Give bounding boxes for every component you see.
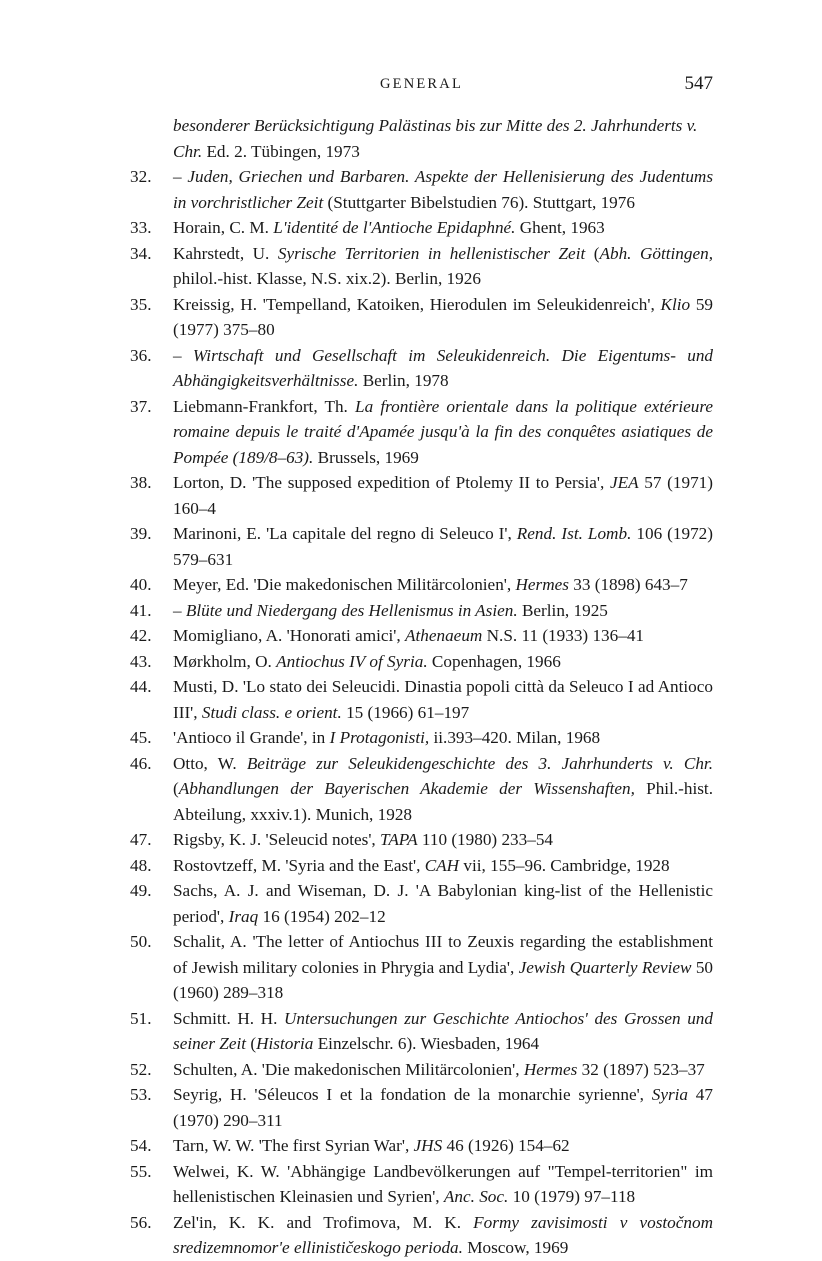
running-head (130, 73, 713, 100)
ref-text: 16 (1954) 202–12 (258, 906, 386, 926)
reference-number: 39. (130, 524, 152, 543)
reference-number: 45. (130, 728, 152, 747)
continued-reference (130, 113, 713, 164)
ref-italic-text: I Protagonisti, (329, 728, 430, 747)
reference-body (173, 1162, 713, 1207)
ref-text: Welwei, K. W. 'Abhängige Landbevölkerungen auf "Tempel-territorien" im hellenistischen Kleinasien und Syrien', (173, 1161, 713, 1206)
ref-italic-text: Jewish Quarterly Review (518, 957, 692, 977)
reference-item (130, 292, 713, 343)
bibliography-list (130, 113, 713, 1261)
ref-italic-text: Studi class. e orient. (201, 702, 342, 722)
reference-item (130, 521, 713, 572)
ref-text: 59 (1977) 375–80 (173, 294, 713, 339)
reference-number: 51. (130, 1008, 152, 1028)
ref-text: Berlin, 1978 (358, 371, 449, 390)
reference-number: 56. (130, 1212, 152, 1232)
ref-italic-text: Anc. Soc. (443, 1187, 509, 1206)
reference-number: 47. (130, 830, 152, 849)
reference-number: 36. (130, 345, 152, 365)
reference-body (173, 167, 713, 212)
ref-text: Brussels, 1969 (313, 447, 419, 467)
reference-body (173, 830, 553, 849)
ref-text: Momigliano, A. 'Honorati amici', (173, 626, 405, 645)
ref-italic-text: JEA (609, 473, 639, 492)
reference-item (130, 878, 713, 929)
ref-text: Schalit, A. 'The letter of Antiochus III to Zeuxis regarding the establishment of Jewish military colonies in Phrygia and Lydia', (173, 932, 713, 977)
ref-text: Liebmann-Frankfort, Th. (173, 396, 356, 416)
reference-number: 55. (130, 1161, 152, 1181)
ref-italic-text: Juden, Griechen und Barbaren. Aspekte der Hellenisierung des Judentums in vorchristlicher Zeit (173, 167, 714, 212)
ref-italic-text: besonderer Berücksichtigung Palästinas bis zur Mitte des 2. Jahrhunderts v. Chr. (173, 116, 698, 161)
reference-body (173, 754, 713, 824)
ref-text: Zel'in, K. K. and Trofimova, M. K. (173, 1212, 474, 1232)
ref-text: 10 (1979) 97–118 (508, 1187, 636, 1206)
reference-body (173, 575, 688, 594)
reference-body (173, 1085, 713, 1130)
reference-number: 37. (130, 396, 152, 416)
ref-text: Sachs, A. J. and Wiseman, D. J. 'A Babylonian king-list of the Hellenistic period', (173, 881, 713, 926)
reference-number: 34. (130, 243, 152, 263)
reference-item (130, 649, 713, 675)
ref-text: Rostovtzeff, M. 'Syria and the East', (173, 855, 425, 875)
ref-italic-text: Blüte und Niedergang des Hellenismus in Asien. (185, 600, 518, 620)
ref-italic-text: Rend. Ist. Lomb. (516, 524, 632, 543)
reference-body (173, 856, 670, 875)
ref-text: N.S. 11 (1933) 136–41 (482, 626, 645, 645)
ref-italic-text: Abhandlungen der Bayerischen Akademie der Wissenshaften, (178, 779, 635, 798)
ref-text: – (173, 345, 193, 365)
ref-italic-text: Klio (660, 294, 691, 314)
reference-body (173, 677, 713, 722)
reference-item (130, 394, 713, 471)
reference-body (173, 1060, 705, 1079)
reference-item (130, 1057, 713, 1083)
ref-text: Seyrig, H. 'Séleucos I et la fondation de la monarchie syrienne', (173, 1085, 652, 1104)
ref-text: 'Antioco il Grande', in (173, 728, 330, 747)
ref-text: Kreissig, H. 'Tempelland, Katoiken, Hierodulen im Seleukidenreich', (173, 294, 661, 314)
reference-number: 33. (130, 218, 152, 237)
ref-italic-text: Formy zavisimosti v vostočnom sredizemnomor'e ellinističeskogo perioda. (173, 1212, 713, 1257)
reference-number: 35. (130, 294, 152, 314)
reference-number: 44. (130, 677, 152, 696)
ref-text: Schulten, A. 'Die makedonischen Militärcolonien', (173, 1059, 524, 1079)
reference-body (173, 881, 713, 926)
reference-item (130, 241, 713, 292)
reference-number: 43. (130, 651, 152, 671)
ref-text: 32 (1897) 523–37 (577, 1059, 705, 1079)
ref-italic-text: Abh. Göttingen, (599, 243, 714, 263)
ref-text: 106 (1972) 579–631 (173, 524, 713, 569)
reference-item (130, 827, 713, 853)
ref-text: Rigsby, K. J. 'Seleucid notes', (173, 830, 381, 849)
reference-item (130, 1082, 713, 1133)
ref-text: 15 (1966) 61–197 (341, 702, 470, 722)
ref-italic-text: Hermes (515, 575, 569, 594)
ref-text: ii.393–420. Milan, 1968 (429, 728, 601, 747)
ref-italic-text: Iraq (228, 906, 259, 926)
reference-body (173, 1009, 713, 1054)
reference-item (130, 1006, 713, 1057)
ref-italic-text: Beiträge zur Seleukidengeschichte des 3. Jahrhunderts v. Chr. (246, 753, 713, 773)
reference-number: 41. (130, 600, 152, 620)
ref-text: Meyer, Ed. 'Die makedonischen Militärcolonien', (173, 575, 516, 594)
reference-number: 32. (130, 167, 152, 186)
ref-text: 50 (1960) 289–318 (173, 957, 713, 1002)
reference-number: 52. (130, 1059, 152, 1079)
ref-text: Copenhagen, 1966 (427, 651, 561, 671)
ref-text: 33 (1898) 643–7 (568, 575, 688, 594)
ref-text: ( (173, 779, 179, 798)
ref-text: 110 (1980) 233–54 (417, 830, 554, 849)
reference-body (173, 601, 608, 620)
reference-item (130, 598, 713, 624)
ref-text: Einzelschr. 6). Wiesbaden, 1964 (313, 1034, 540, 1053)
ref-text: Mørkholm, O. (173, 651, 277, 671)
ref-text: Marinoni, E. 'La capitale del regno di Seleuco I', (173, 524, 517, 543)
reference-body (173, 295, 713, 340)
reference-item (130, 929, 713, 1006)
ref-text: ( (246, 1034, 257, 1053)
ref-text: – (173, 167, 188, 186)
ref-text: Otto, W. (173, 753, 247, 773)
ref-italic-text: Untersuchungen zur Geschichte Antiochos' des Grossen und seiner Zeit (173, 1008, 713, 1053)
reference-item (130, 623, 713, 649)
ref-text: Tarn, W. W. 'The first Syrian War', (173, 1136, 414, 1155)
reference-item (130, 1159, 713, 1210)
ref-italic-text: JHS (413, 1136, 443, 1155)
ref-text: Ed. 2. Tübingen, 1973 (202, 141, 360, 161)
reference-number: 50. (130, 932, 152, 951)
ref-text: ( (585, 243, 600, 263)
reference-number: 38. (130, 473, 152, 492)
reference-body (173, 1136, 570, 1155)
reference-item (130, 215, 713, 241)
reference-item (130, 1210, 713, 1261)
ref-text: Lorton, D. 'The supposed expedition of Ptolemy II to Persia', (173, 473, 610, 492)
reference-number: 40. (130, 575, 152, 594)
reference-item (130, 751, 713, 828)
reference-item (130, 674, 713, 725)
reference-number: 49. (130, 881, 152, 900)
page-number: 547 (684, 73, 713, 94)
reference-item (130, 343, 713, 394)
ref-italic-text: L'identité de l'Antioche Epidaphné. (273, 218, 516, 237)
reference-number: 42. (130, 626, 152, 645)
reference-body (173, 524, 713, 569)
reference-body (173, 473, 713, 518)
reference-number: 46. (130, 753, 152, 773)
ref-italic-text: Syria (651, 1085, 689, 1104)
reference-body (173, 626, 644, 645)
ref-text: Ghent, 1963 (515, 218, 605, 237)
ref-text: Berlin, 1925 (517, 600, 608, 620)
reference-number: 54. (130, 1136, 152, 1155)
ref-italic-text: Hermes (523, 1059, 578, 1079)
ref-text: – (173, 600, 186, 620)
ref-text: Moscow, 1969 (462, 1238, 569, 1257)
reference-number: 53. (130, 1085, 152, 1104)
reference-body (173, 218, 605, 237)
reference-body (173, 728, 600, 747)
ref-text: Kahrstedt, U. (173, 243, 278, 263)
ref-text: Horain, C. M. (173, 218, 274, 237)
reference-body (173, 397, 713, 467)
reference-item (130, 572, 713, 598)
ref-italic-text: La frontière orientale dans la politique extérieure romaine depuis le traité d'Apamée jusqu'à la fin des conquêtes asiatiques de Pompée (189/8–63). (173, 396, 713, 467)
reference-item (130, 164, 713, 215)
ref-text: (Stuttgarter Bibelstudien 76). Stuttgart, 1976 (323, 192, 635, 212)
running-title: GENERAL (379, 76, 464, 92)
ref-text: vii, 155–96. Cambridge, 1928 (459, 855, 670, 875)
reference-body (173, 1213, 713, 1258)
ref-italic-text: TAPA (380, 830, 418, 849)
ref-text: 57 (1971) 160–4 (173, 473, 713, 518)
reference-body (173, 652, 561, 671)
ref-text: Schmitt. H. H. (173, 1008, 284, 1028)
ref-italic-text: Antiochus IV of Syria. (276, 651, 428, 671)
ref-italic-text: CAH (424, 855, 460, 875)
ref-text: Musti, D. 'Lo stato dei Seleucidi. Dinastia popoli città da Seleuco I ad Antioco III', (173, 677, 713, 722)
ref-text: 46 (1926) 154–62 (442, 1136, 570, 1155)
ref-text: Phil.-hist. Abteilung, xxxiv.1). Munich, 1928 (173, 779, 713, 824)
reference-number: 48. (130, 855, 152, 875)
ref-italic-text: Syrische Territorien in hellenistischer Zeit (277, 243, 586, 263)
ref-italic-text: Athenaeum (405, 626, 483, 645)
ref-text: philol.-hist. Klasse, N.S. xix.2). Berlin, 1926 (173, 269, 481, 288)
reference-item (130, 470, 713, 521)
ref-italic-text: Historia (256, 1034, 314, 1053)
reference-item (130, 1133, 713, 1159)
reference-body (173, 932, 713, 1002)
reference-body (173, 244, 713, 289)
reference-body (173, 346, 713, 391)
ref-italic-text: Wirtschaft und Gesellschaft im Seleukidenreich. Die Eigentums- und Abhängigkeitsverhältnisse. (173, 345, 714, 390)
ref-text: 47 (1970) 290–311 (173, 1085, 713, 1130)
reference-item (130, 725, 713, 751)
reference-item (130, 853, 713, 879)
